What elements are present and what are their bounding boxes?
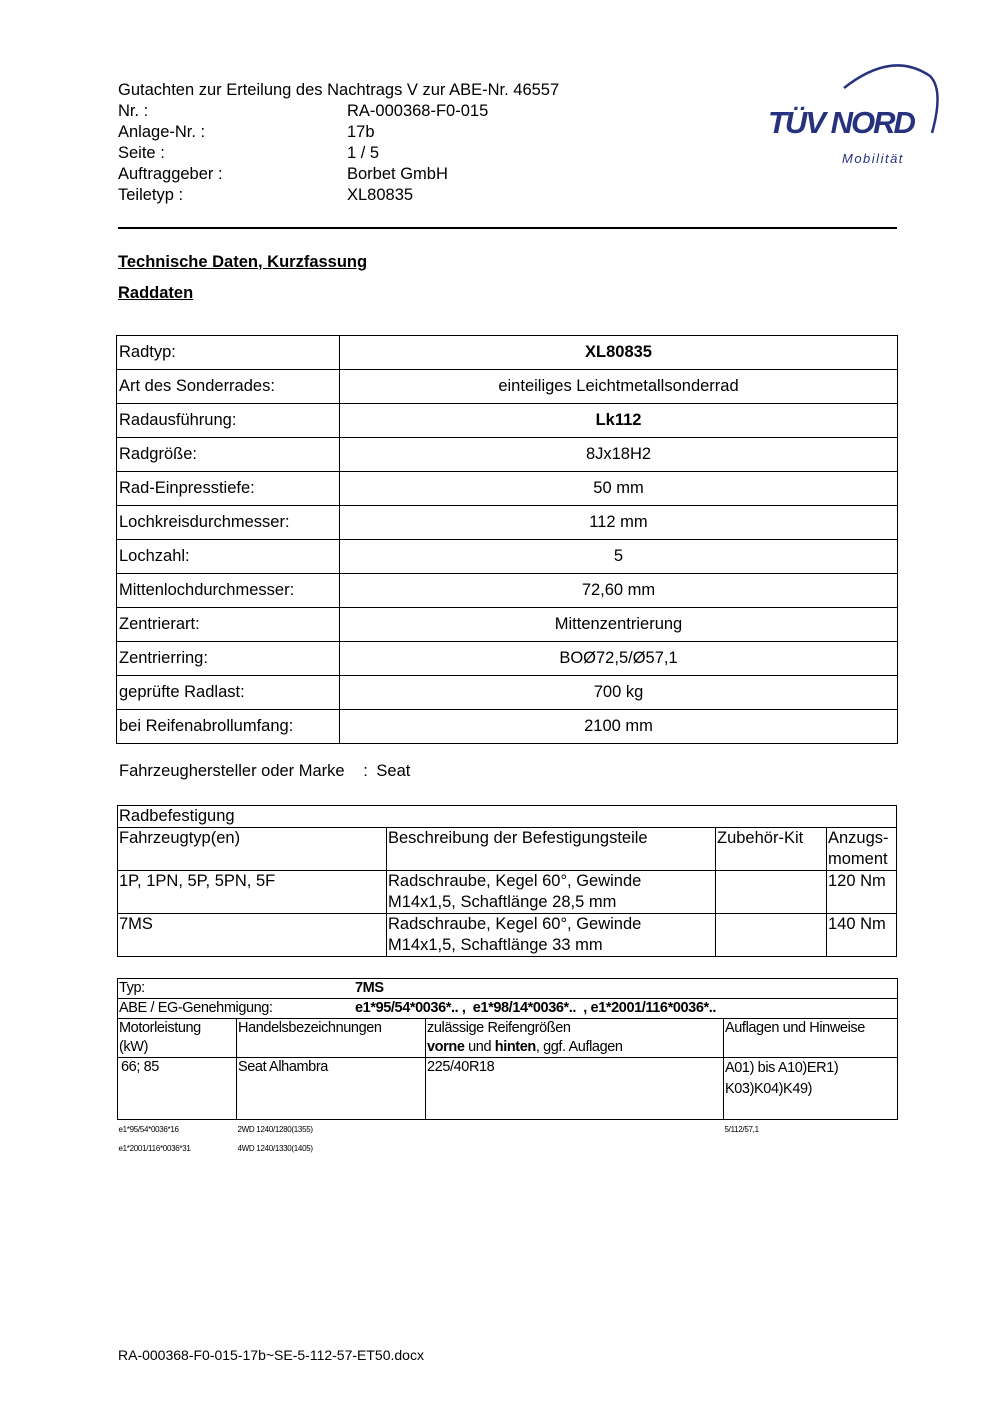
table-row (118, 806, 897, 828)
footnote-bolt-pattern: 5/112/57,1 (724, 1120, 898, 1159)
notes-line: K03)K04)K49) (725, 1081, 813, 1097)
table-row (117, 676, 898, 710)
row-value: 8Jx18H2 (340, 438, 898, 472)
row-label: Radgröße: (117, 438, 340, 472)
abe-value: e1*95/54*0036*.. , e1*98/14*0036*.. , e1*2001/116*0036*.. (355, 1000, 716, 1016)
cell-vehicle-types: 1P, 1PN, 5P, 5PN, 5F (118, 871, 387, 914)
col-header-torque (827, 828, 897, 871)
row-label: Radausführung: (117, 404, 340, 438)
table-row (118, 871, 897, 914)
row-label: Lochkreisdurchmesser: (117, 506, 340, 540)
header-rear: hinten (494, 1039, 536, 1055)
table-header-row (118, 828, 897, 871)
header-label: Seite : (118, 144, 165, 162)
table-row (117, 472, 898, 506)
row-value: XL80835 (340, 336, 898, 370)
row-value: 112 mm (340, 506, 898, 540)
cell-torque: 140 Nm (827, 914, 897, 957)
header-field-auftraggeber (118, 164, 618, 185)
footnote-empty (426, 1120, 724, 1159)
header-line: (kW) (119, 1039, 148, 1055)
maker-label: Fahrzeughersteller oder Marke (119, 762, 345, 780)
table-footnote-row (118, 1120, 898, 1159)
header-line: zulässige Reifengrößen (427, 1020, 571, 1036)
row-value: Lk112 (340, 404, 898, 438)
abe-label: ABE / EG-Genehmigung: (119, 1000, 273, 1016)
row-label: Zentrierring: (117, 642, 340, 676)
header-value: 17b (347, 123, 375, 141)
table-row (118, 914, 897, 957)
table-row (117, 574, 898, 608)
row-value: einteiliges Leichtmetallsonderrad (340, 370, 898, 404)
document-title: Gutachten zur Erteilung des Nachtrags V zur ABE-Nr. 46557 (118, 81, 560, 99)
header-value: RA-000368-F0-015 (347, 102, 489, 120)
row-label: Zentrierart: (117, 608, 340, 642)
table-row (117, 404, 898, 438)
row-value: 72,60 mm (340, 574, 898, 608)
row-value: 700 kg (340, 676, 898, 710)
header-label: Nr. : (118, 102, 149, 120)
footnote-line: 4WD 1240/1330(1405) (237, 1144, 313, 1153)
table-row (117, 438, 898, 472)
cell-trade-name: Seat Alhambra (237, 1058, 426, 1120)
row-label: geprüfte Radlast: (117, 676, 340, 710)
row-value: 5 (340, 540, 898, 574)
tuv-nord-logo (762, 58, 942, 173)
row-label: Mittenlochdurchmesser: (117, 574, 340, 608)
header-field-nr (118, 101, 618, 122)
table-row (117, 336, 898, 370)
cell-kit (716, 871, 827, 914)
header-field-teiletyp (118, 185, 618, 206)
header-label: Auftraggeber : (118, 165, 223, 183)
footnote-line: e1*95/54*0036*16 (118, 1125, 179, 1134)
desc-line: M14x1,5, Schaftlänge 28,5 mm (388, 893, 617, 911)
header-tail: , ggf. Auflagen (535, 1039, 623, 1055)
footnote-line: 2WD 1240/1280(1355) (237, 1125, 313, 1134)
cell-notes (724, 1058, 898, 1120)
cell-tyre-size: 225/40R18 (426, 1058, 724, 1120)
table-row (118, 1058, 898, 1120)
vehicle-maker-line (119, 762, 410, 781)
header-field-seite (118, 143, 618, 164)
cell-kit (716, 914, 827, 957)
footnote-approvals (118, 1120, 237, 1159)
logo-brand: TÜV NORD (768, 105, 914, 140)
maker-separator: : (363, 762, 368, 780)
col-header-vehicle-types: Fahrzeugtyp(en) (118, 828, 387, 871)
header-line: Motorleistung (119, 1020, 201, 1036)
typ-value: 7MS (355, 980, 384, 996)
desc-line: Radschraube, Kegel 60°, Gewinde (388, 872, 642, 890)
header-value: Borbet GmbH (347, 165, 448, 183)
section-wheel-heading: Raddaten (118, 284, 194, 302)
mount-title: Radbefestigung (118, 806, 897, 828)
cell-torque: 120 Nm (827, 871, 897, 914)
footnote-axle-loads (237, 1120, 426, 1159)
table-row (117, 710, 898, 744)
col-header-notes: Auflagen und Hinweise (724, 1019, 898, 1058)
wheel-mounting-table (117, 805, 897, 957)
row-value: 2100 mm (340, 710, 898, 744)
col-header-trade-names: Handelsbezeichnungen (237, 1019, 426, 1058)
wheel-data-table (116, 335, 898, 744)
row-label: Art des Sonderrades: (117, 370, 340, 404)
row-label: bei Reifenabrollumfang: (117, 710, 340, 744)
header-value: 1 / 5 (347, 144, 380, 162)
footnote-line: e1*2001/116*0036*31 (118, 1144, 191, 1153)
table-row (117, 370, 898, 404)
col-header-kit: Zubehör-Kit (716, 828, 827, 871)
col-header-description: Beschreibung der Befestigungsteile (387, 828, 716, 871)
header-label: Teiletyp : (118, 186, 184, 204)
cell-vehicle-types: 7MS (118, 914, 387, 957)
desc-line: M14x1,5, Schaftlänge 33 mm (388, 936, 603, 954)
col-header-power (118, 1019, 237, 1058)
table-row (118, 979, 898, 999)
table-row (117, 642, 898, 676)
row-label: Lochzahl: (117, 540, 340, 574)
cell-power: 66; 85 (118, 1058, 237, 1120)
row-value: Mittenzentrierung (340, 608, 898, 642)
typ-label: Typ: (119, 980, 145, 996)
document-filename: RA-000368-F0-015-17b~SE-5-112-57-ET50.docx (118, 1347, 424, 1363)
table-row (117, 540, 898, 574)
cell-description (387, 871, 716, 914)
cell-description (387, 914, 716, 957)
table-row (117, 608, 898, 642)
notes-line: A01) bis A10)ER1) (725, 1060, 839, 1076)
row-value: BOØ72,5/Ø57,1 (340, 642, 898, 676)
maker-value: Seat (376, 762, 411, 780)
header-value: XL80835 (347, 186, 414, 204)
table-row (117, 506, 898, 540)
col-header-tyre-sizes (426, 1019, 724, 1058)
row-label: Rad-Einpresstiefe: (117, 472, 340, 506)
header-label: Anlage-Nr. : (118, 123, 206, 141)
header-line: Anzugs- (828, 829, 889, 847)
header-line: moment (828, 850, 888, 868)
vehicle-type-table (117, 978, 898, 1158)
header-field-anlage (118, 122, 618, 143)
table-header-row (118, 1019, 898, 1058)
header-and: und (464, 1039, 495, 1055)
header-front: vorne (427, 1039, 465, 1055)
typ-row (118, 979, 898, 999)
desc-line: Radschraube, Kegel 60°, Gewinde (388, 915, 642, 933)
row-value: 50 mm (340, 472, 898, 506)
logo-subtitle: Mobilität (842, 151, 904, 166)
header-divider (118, 227, 897, 229)
row-label: Radtyp: (117, 336, 340, 370)
abe-row (118, 999, 898, 1019)
table-row (118, 999, 898, 1019)
section-technical-heading: Technische Daten, Kurzfassung (118, 253, 368, 271)
